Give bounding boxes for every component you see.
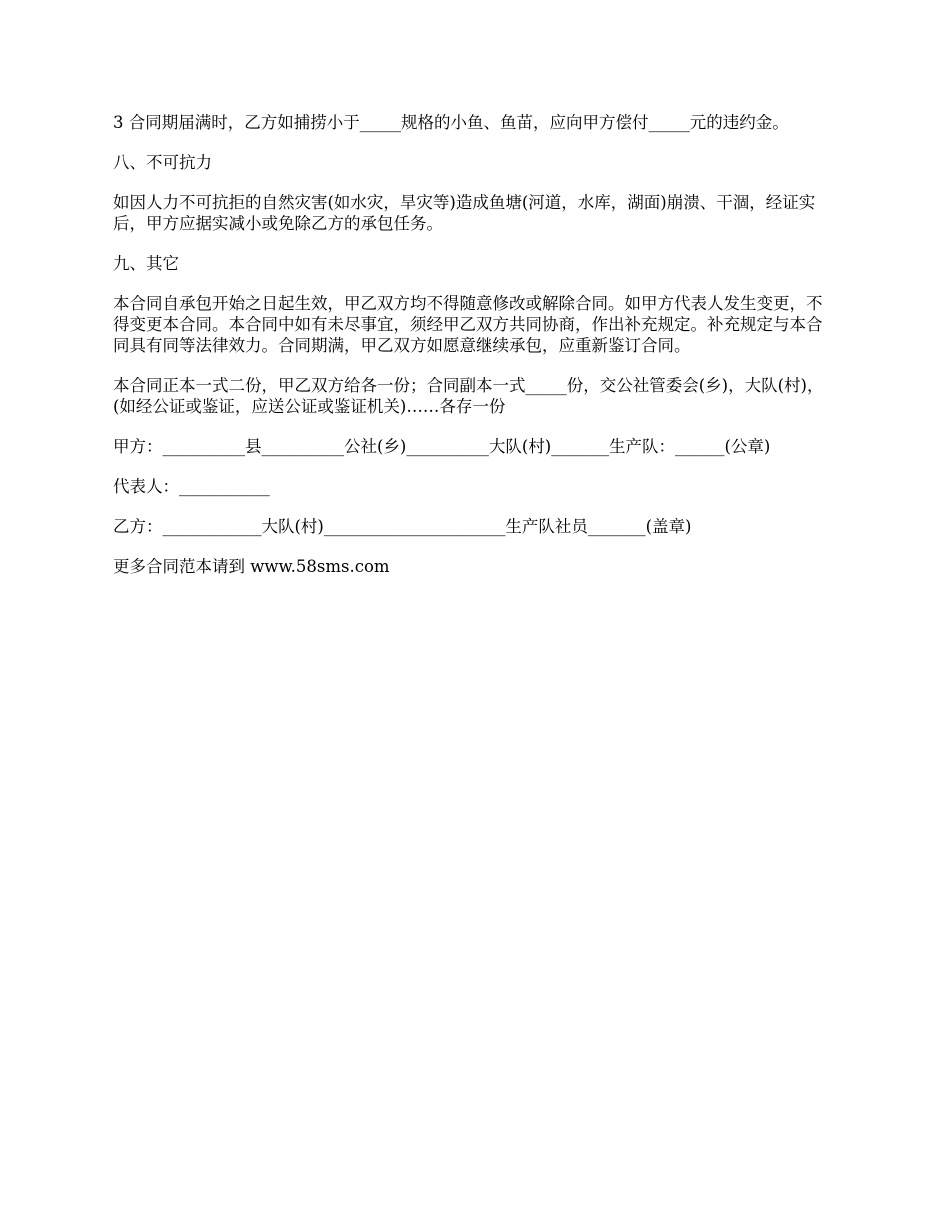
section-heading-other: 九、其它	[113, 254, 179, 273]
clause-effectiveness: 本合同自承包开始之日起生效，甲乙双方均不得随意修改或解除合同。如甲方代表人发生变更，不得变更本合同。本合同中如有未尽事宜，须经甲乙双方共同协商，作出补充规定。补充规定与本合同具有同等法律效力。合同期满，甲乙双方如愿意继续承包，应重新鉴订合同。	[113, 294, 823, 355]
footer-more-templates: 更多合同范本请到 www.58sms.com	[113, 557, 390, 576]
clause-penalty-small-fish: 3 合同期届满时，乙方如捕捞小于_____规格的小鱼、鱼苗，应向甲方偿付_____元的违约金。	[113, 113, 789, 132]
signature-party-b: 乙方：____________大队(村)______________________生产队社员_______(盖章)	[113, 517, 692, 536]
signature-party-a: 甲方：__________县__________公社(乡)__________大队(村)_______生产队：______(公章)	[113, 437, 771, 456]
document-body	[113, 112, 838, 596]
signature-representative: 代表人：___________	[113, 477, 270, 496]
clause-copies: 本合同正本一式二份，甲乙双方给各一份；合同副本一式_____份，交公社管委会(乡)，大队(村)，(如经公证或鉴证，应送公证或鉴证机关)……各存一份	[113, 376, 824, 416]
clause-force-majeure: 如因人力不可抗拒的自然灾害(如水灾，旱灾等)造成鱼塘(河道，水库，湖面)崩溃、干涸，经证实后，甲方应据实减小或免除乙方的承包任务。	[113, 193, 816, 233]
section-heading-force-majeure: 八、不可抗力	[113, 153, 212, 172]
